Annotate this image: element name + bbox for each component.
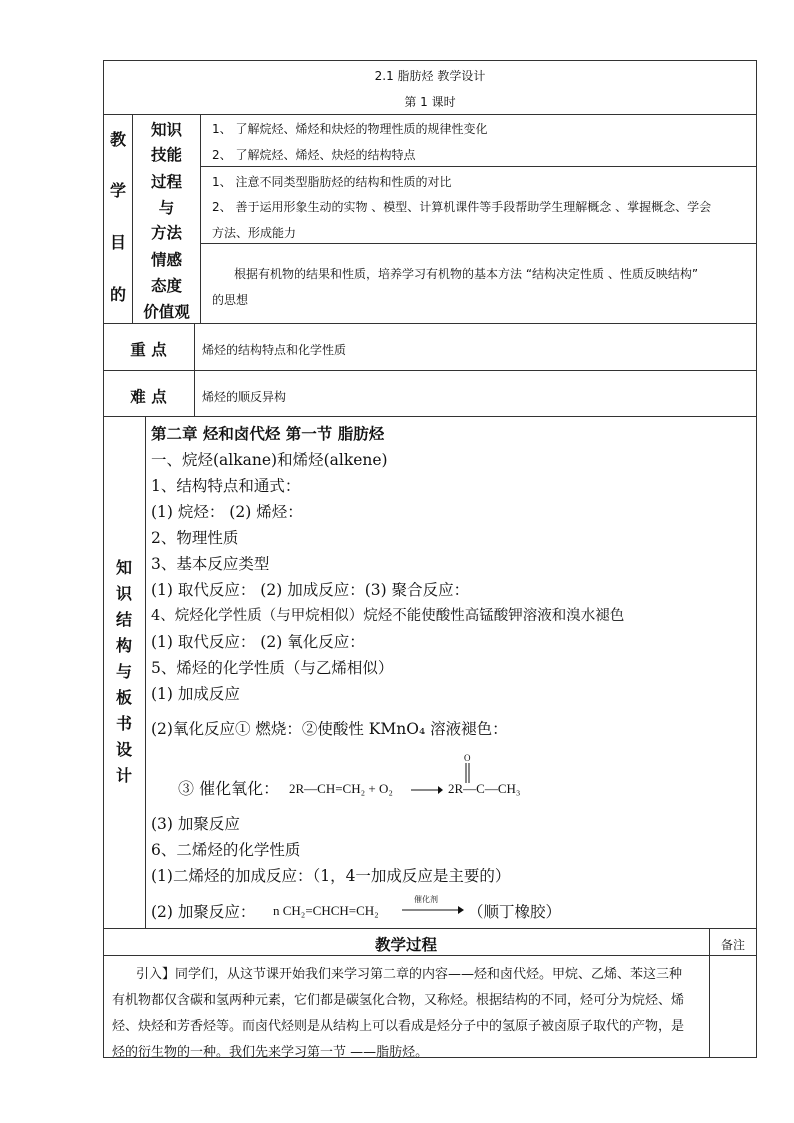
chapter-heading: 第二章 烃和卤代烃 第一节 脂肪烃 [151,424,385,443]
knowledge-item: 1、 了解烷烃、烯烃和炔烃的物理性质的规律性变化 [212,122,488,136]
board-line: (1) 取代反应： (2) 加成反应：(3) 聚合反应： [151,581,470,599]
catalyst-label: 催化剂 [414,895,438,904]
difficulty-text: 烯烃的顺反异构 [202,390,287,404]
carbonyl-oxygen: O [464,753,471,763]
row-divider [103,114,757,115]
row-divider [103,323,757,324]
document-title: 2.1 脂肪烃 教学设计 [374,69,486,83]
board-line: (2) 加聚反应： [151,903,256,921]
board-char: 书 [115,714,132,733]
emotion-label: 情感 [150,250,182,269]
intro-line: 烃的衍生物的一种。我们先来学习第一节 ——脂肪烃。 [112,1045,429,1060]
reaction-arrow-icon [402,905,464,915]
process-label: 过程 [150,172,182,191]
board-line: 6、二烯烃的化学性质 [151,841,301,859]
board-line: (3) 加聚反应 [151,815,240,833]
lesson-period: 第 1 课时 [404,95,456,109]
board-line: (2)氧化反应① 燃烧：②使酸性 KMnO₄ 溶液褪色： [151,720,508,738]
board-line: (1) 加成反应 [151,685,240,703]
board-char: 计 [115,766,132,785]
row-divider [103,416,757,417]
board-line: 3、基本反应类型 [151,555,270,573]
emotion-item: 根据有机物的结果和性质，培养学习有机物的基本方法 “结构决定性质 、性质反映结构” [234,267,699,281]
column-divider [194,323,195,416]
board-line: 5、烯烃的化学性质（与乙烯相似） [151,659,394,677]
objectives-char: 教 [109,130,126,149]
oxidation-equation-right: 2R—C—CH₃ [448,781,521,796]
knowledge-item: 2、 了解烷烃、烯烃、炔烃的结构特点 [212,148,416,162]
emotion-item: 的思想 [212,293,249,307]
process-label: 与 [158,198,175,217]
board-char: 构 [115,636,132,655]
difficulty-label: 难 点 [130,387,167,406]
process-item: 2、 善于运用形象生动的实物 、模型、计算机课件等手段帮助学生理解概念 、掌握概念、学会 [212,200,712,214]
board-line: 1、结构特点和通式： [151,477,301,495]
teaching-process-title: 教学过程 [374,935,437,954]
column-divider [200,114,201,323]
double-bond-icon [464,763,472,783]
board-char: 知 [115,558,132,577]
emotion-label: 价值观 [143,302,190,321]
emotion-label: 态度 [150,276,182,295]
board-line: (1) 烷烃： (2) 烯烃： [151,503,303,521]
column-divider [145,416,146,928]
objectives-char: 目 [109,233,126,252]
objectives-char: 的 [109,285,126,304]
board-line: 2、物理性质 [151,529,239,547]
knowledge-label: 技能 [150,145,182,164]
notes-header: 备注 [720,938,745,952]
board-line: 4、烷烃化学性质（与甲烷相似）烷烃不能使酸性高锰酸钾溶液和溴水褪色 [151,608,625,624]
board-line: （顺丁橡胶） [468,903,562,921]
key-point-label: 重 点 [130,340,167,359]
objectives-char: 学 [109,181,126,200]
board-line: ③ 催化氧化： [178,779,280,798]
row-divider [103,955,757,956]
board-line: 一、烷烃(alkane)和烯烃(alkene) [151,451,388,469]
oxidation-equation-left: 2R—CH=CH₂ + O₂ [289,781,393,796]
board-char: 结 [115,610,132,629]
reaction-arrow-icon [411,784,443,796]
polymer-equation-left: n CH₂=CHCH=CH₂ [273,903,379,918]
board-char: 板 [115,688,132,707]
board-line: (1)二烯烃的加成反应：（1，4一加成反应是主要的） [151,867,511,885]
row-divider [200,243,757,244]
row-divider [103,370,757,371]
knowledge-label: 知识 [150,120,182,139]
key-point-text: 烯烃的结构特点和化学性质 [202,343,347,357]
intro-line: 有机物都仅含碳和氢两种元素，它们都是碳氢化合物，又称烃。根据结构的不同，烃可分为烷烃、烯 [112,993,685,1008]
intro-line: 烃、炔烃和芳香烃等。而卤代烃则是从结构上可以看成是烃分子中的氢原子被卤原子取代的产物，是 [112,1019,685,1034]
intro-line: 引入】同学们，从这节课开始我们来学习第二章的内容——烃和卤代烃。甲烷、乙烯、苯这三种 [136,967,683,982]
row-divider [103,928,757,929]
board-line: (1) 取代反应： (2) 氧化反应： [151,633,365,651]
process-item: 1、 注意不同类型脂肪烃的结构和性质的对比 [212,175,452,189]
process-label: 方法 [150,223,182,242]
board-char: 与 [115,662,132,681]
row-divider [200,166,757,167]
board-char: 设 [115,740,132,759]
process-item: 方法、形成能力 [212,226,297,240]
board-char: 识 [115,584,132,603]
